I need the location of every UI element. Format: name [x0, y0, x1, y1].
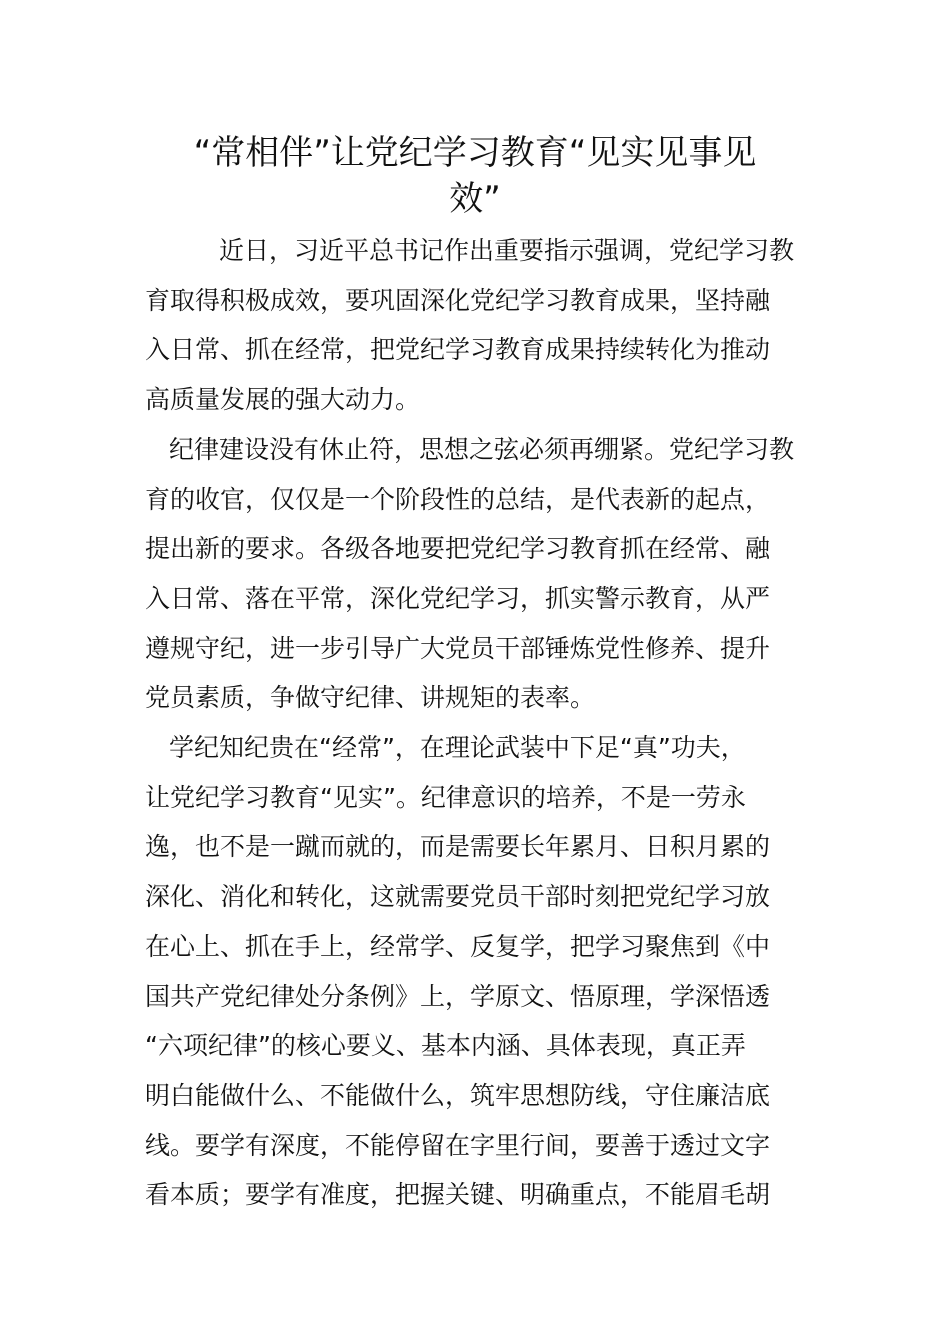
text-line: “六项纪律”的核心要义、基本内涵、具体表现，真正弄 [145, 1031, 746, 1061]
text-line: 明白能做什么、不能做什么，筑牢思想防线，守住廉洁底 [145, 1080, 771, 1110]
paragraph [145, 723, 810, 1220]
title-line: “常相伴”让党纪学习教育“见实见事见 [193, 133, 757, 173]
text-line: 看本质；要学有准度，把握关键、明确重点，不能眉毛胡 [145, 1180, 771, 1210]
text-line: 国共产党纪律处分条例》上，学原文、悟原理，学深悟透 [145, 981, 771, 1011]
text-line: 让党纪学习教育“见实”。纪律意识的培养，不是一劳永 [145, 782, 746, 812]
text-line: 入日常、抓在经常，把党纪学习教育成果持续转化为推动 [145, 335, 771, 365]
text-line: 近日，习近平总书记作出重要指示强调，党纪学习教 [219, 236, 795, 265]
document-title [145, 130, 805, 222]
document-body [145, 226, 810, 1220]
paragraph [145, 425, 810, 723]
text-line: 纪律建设没有休止符，思想之弦必须再绷紧。党纪学习教 [169, 434, 795, 464]
text-line: 深化、消化和转化，这就需要党员干部时刻把党纪学习放 [145, 882, 771, 912]
text-line: 提出新的要求。各级各地要把党纪学习教育抓在经常、融 [145, 534, 771, 564]
text-line: 入日常、落在平常，深化党纪学习，抓实警示教育，从严 [145, 583, 771, 613]
paragraph [145, 226, 810, 425]
text-line: 育取得积极成效，要巩固深化党纪学习教育成果，坚持融 [145, 285, 771, 315]
text-line: 逸，也不是一蹴而就的，而是需要长年累月、日积月累的 [145, 832, 771, 862]
title-line: 效” [449, 179, 501, 219]
text-line: 党员素质，争做守纪律、讲规矩的表率。 [145, 683, 596, 713]
text-line: 学纪知纪贵在“经常”，在理论武装中下足“真”功夫， [169, 733, 746, 763]
text-line: 高质量发展的强大动力。 [145, 385, 421, 415]
text-line: 线。要学有深度，不能停留在字里行间，要善于透过文字 [145, 1130, 771, 1160]
text-line: 在心上、抓在手上，经常学、反复学，把学习聚焦到《中 [145, 931, 771, 961]
text-line: 遵规守纪，进一步引导广大党员干部锤炼党性修养、提升 [145, 633, 771, 663]
text-line: 育的收官，仅仅是一个阶段性的总结，是代表新的起点， [145, 484, 771, 514]
